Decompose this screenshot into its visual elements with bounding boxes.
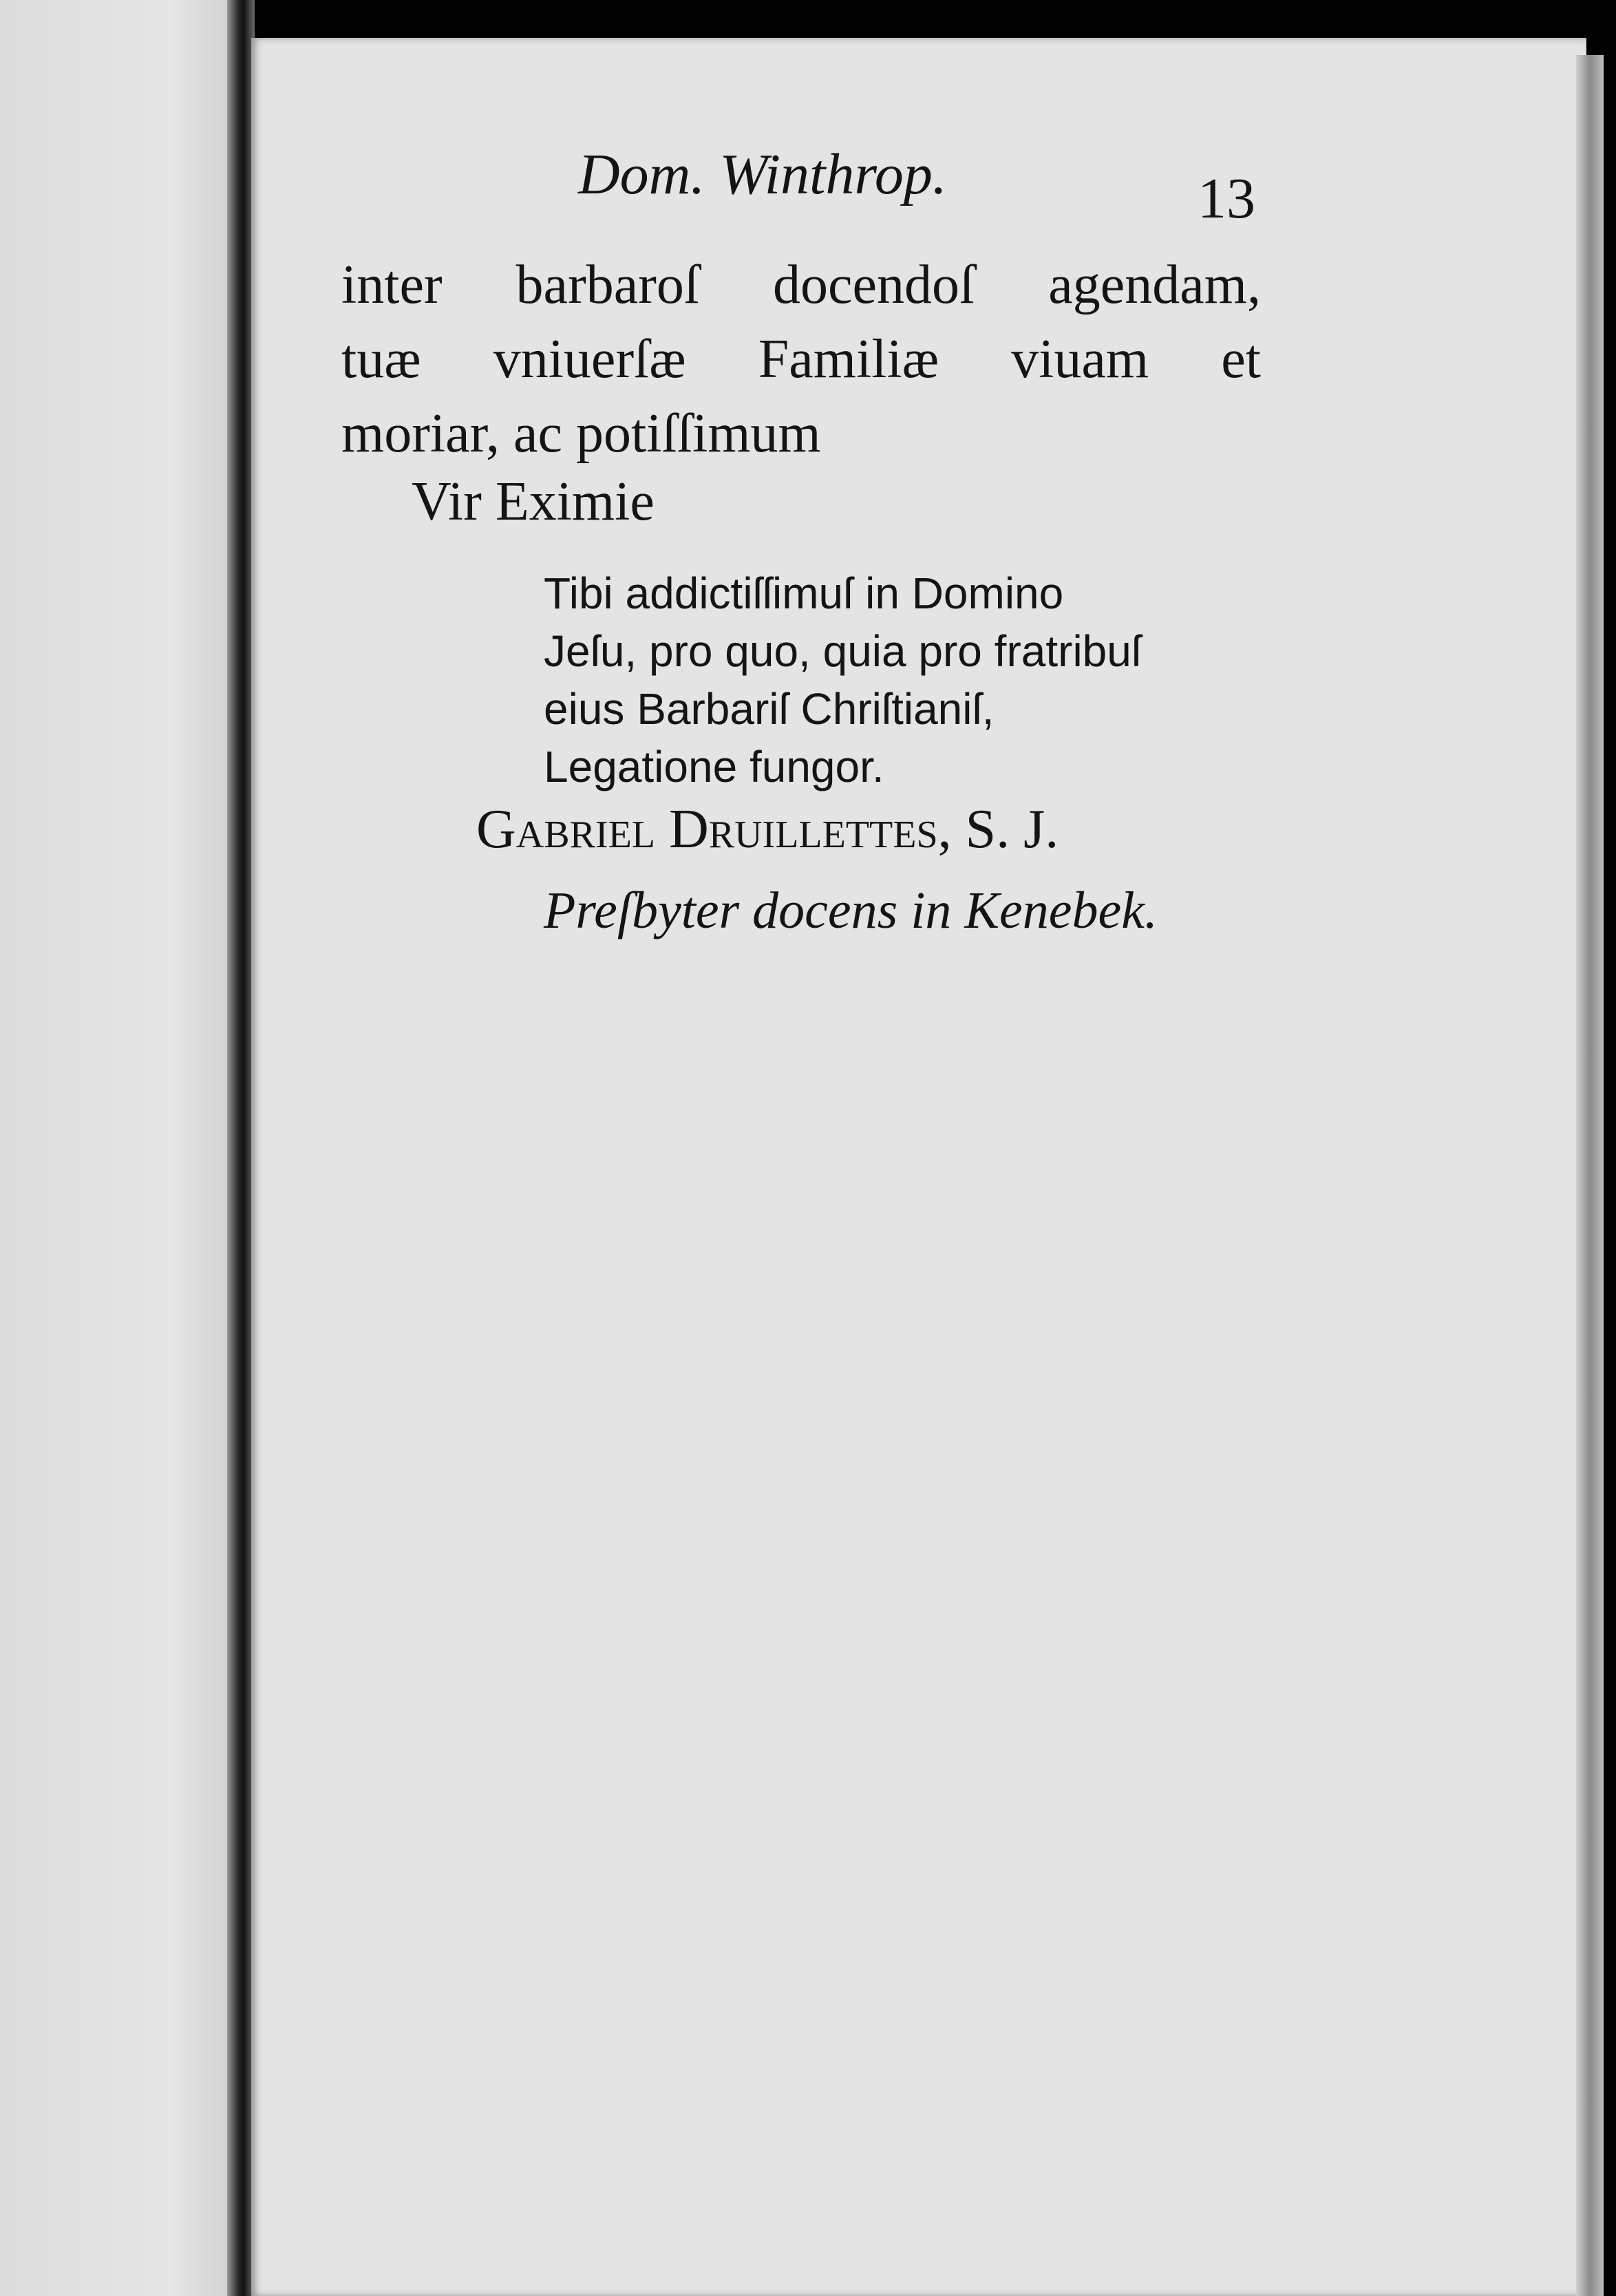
signature-name: Gabriel Druillettes, S. J. xyxy=(476,799,1059,860)
running-title: Dom. Winthrop. xyxy=(578,142,947,206)
closing-line: Tibi addictiſſimuſ in Domino xyxy=(544,568,1064,618)
body-text xyxy=(341,248,1261,471)
page-number: 13 xyxy=(1198,167,1255,231)
signature-title: Preſbyter docens in Kenebek. xyxy=(544,882,1158,939)
body-line: inter barbaroſ docendoſ agendam, xyxy=(341,255,1261,315)
salutation: Vir Eximie xyxy=(412,471,655,532)
left-page xyxy=(0,0,241,2296)
page-edge xyxy=(1576,55,1604,2296)
closing-block xyxy=(544,564,1232,796)
body-line: moriar, ac potiſſimum xyxy=(341,403,821,464)
closing-line: Legatione fungor. xyxy=(544,742,884,791)
body-line: tuæ vniuerſæ Familiæ viuam et xyxy=(341,329,1261,390)
book-gutter xyxy=(227,0,255,2296)
closing-line: Jeſu, pro quo, quia pro fratribuſ xyxy=(544,626,1142,676)
closing-line: eius Barbariſ Chriſtianiſ, xyxy=(544,684,995,734)
